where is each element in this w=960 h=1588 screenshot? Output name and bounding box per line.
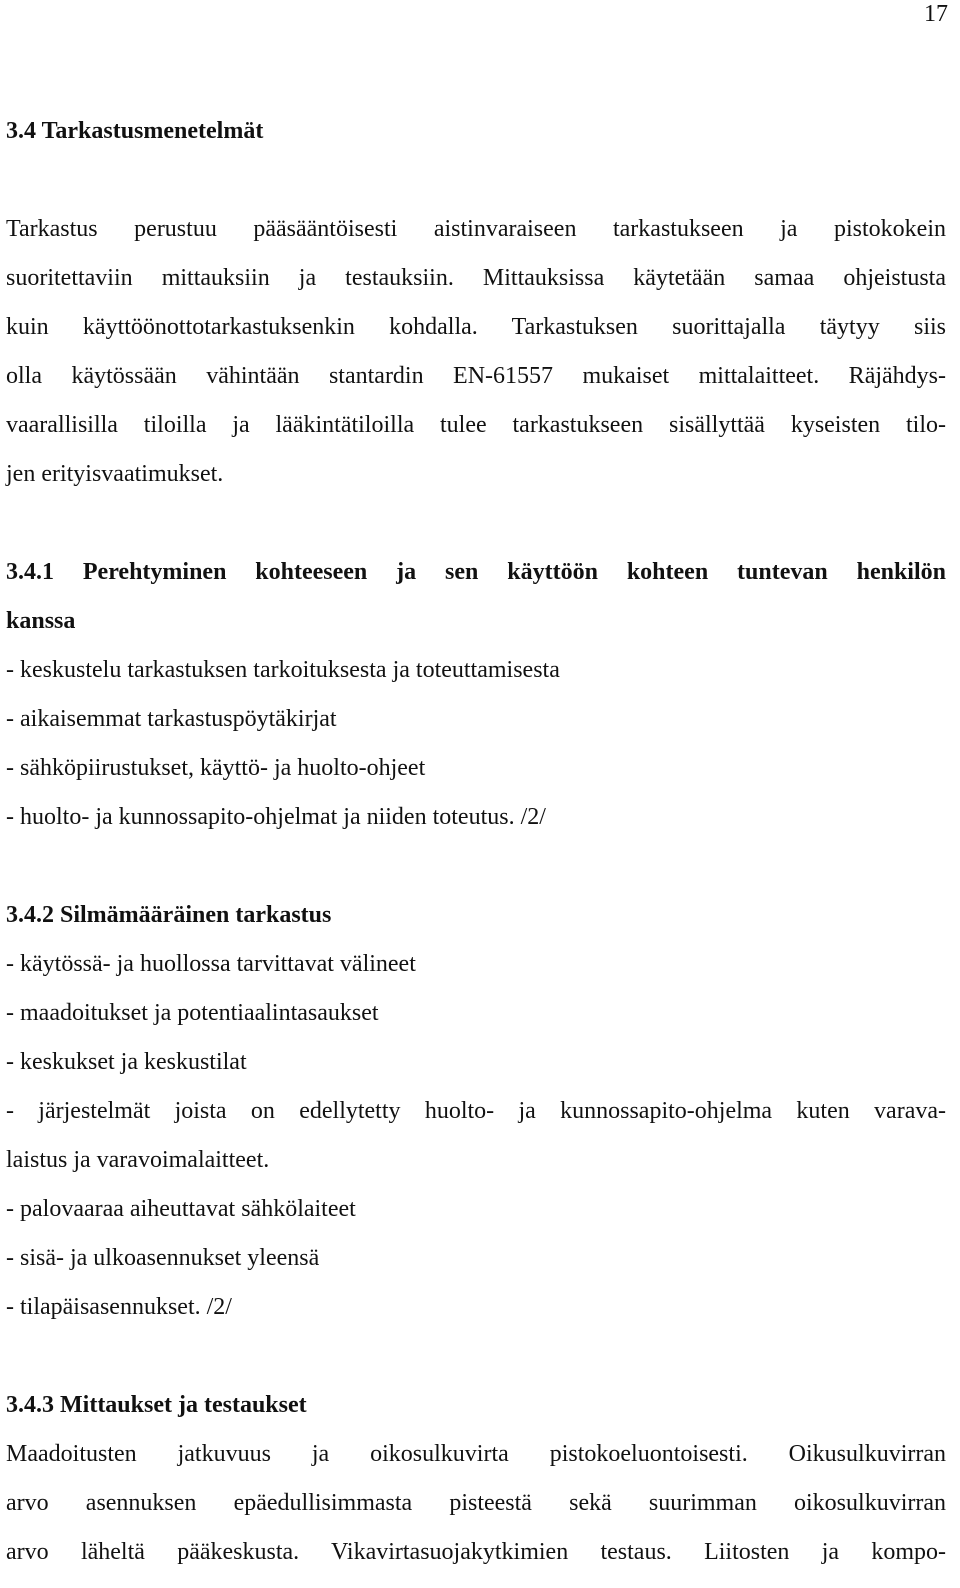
list-item: - huolto- ja kunnossapito-ohjelmat ja niiden toteutus. /2/ (6, 804, 546, 830)
subsection-title-343: 3.4.3 Mittaukset ja testaukset (6, 1392, 307, 1418)
paragraph-line: jen erityisvaatimukset. (6, 461, 224, 487)
paragraph-line: arvo asennuksen epäedullisimmasta pisteestä sekä suurimman oikosulkuvirran (6, 1490, 946, 1516)
document-body (6, 107, 946, 1577)
heading-line: 3.4.1 Perehtyminen kohteeseen ja sen käyttöön kohteen tuntevan henkilön (6, 559, 946, 585)
list-342 (6, 940, 946, 1332)
list-item: - sähköpiirustukset, käyttö- ja huolto-ohjeet (6, 755, 426, 781)
list-item: laistus ja varavoimalaitteet. (6, 1147, 270, 1173)
paragraph-line: vaarallisilla tiloilla ja lääkintätiloilla tulee tarkastukseen sisällyttää kyseisten tilo- (6, 412, 946, 438)
list-item: - järjestelmät joista on edellytetty huolto- ja kunnossapito-ohjelma kuten varava- (6, 1098, 946, 1124)
paragraph-line: arvo läheltä pääkeskusta. Vikavirtasuojakytkimien testaus. Liitosten ja kompo- (6, 1539, 946, 1565)
subsection-title-341 (6, 548, 946, 646)
spacer (6, 156, 946, 205)
paragraph-line: Tarkastus perustuu pääsääntöisesti aistinvaraiseen tarkastukseen ja pistokokein (6, 216, 946, 242)
list-item: - tilapäisasennukset. /2/ (6, 1294, 232, 1320)
list-item: - keskustelu tarkastuksen tarkoituksesta ja toteuttamisesta (6, 657, 560, 683)
list-341 (6, 646, 946, 842)
list-item: - sisä- ja ulkoasennukset yleensä (6, 1245, 320, 1271)
paragraph-line: kuin käyttöönottotarkastuksenkin kohdalla. Tarkastuksen suorittajalla täytyy siis (6, 314, 946, 340)
list-item: - palovaaraa aiheuttavat sähkölaiteet (6, 1196, 356, 1222)
spacer (6, 1332, 946, 1381)
section-title: 3.4 Tarkastusmenetelmät (6, 118, 264, 144)
paragraph-343 (6, 1430, 946, 1577)
list-item: - aikaisemmat tarkastuspöytäkirjat (6, 706, 337, 732)
paragraph-line: olla käytössään vähintään stantardin EN-61557 mukaiset mittalaitteet. Räjähdys- (6, 363, 946, 389)
heading-line: kanssa (6, 608, 76, 634)
subsection-title-342: 3.4.2 Silmämääräinen tarkastus (6, 902, 332, 928)
spacer (6, 499, 946, 548)
list-item: - keskukset ja keskustilat (6, 1049, 247, 1075)
list-item: - käytössä- ja huollossa tarvittavat välineet (6, 951, 416, 977)
paragraph-line: suoritettaviin mittauksiin ja testauksiin. Mittauksissa käytetään samaa ohjeistusta (6, 265, 946, 291)
spacer (6, 842, 946, 891)
list-item: - maadoitukset ja potentiaalintasaukset (6, 1000, 379, 1026)
page-number: 17 (924, 1, 948, 27)
intro-paragraph (6, 205, 946, 499)
paragraph-line: Maadoitusten jatkuvuus ja oikosulkuvirta pistokoeluontoisesti. Oikusulkuvirran (6, 1441, 946, 1467)
